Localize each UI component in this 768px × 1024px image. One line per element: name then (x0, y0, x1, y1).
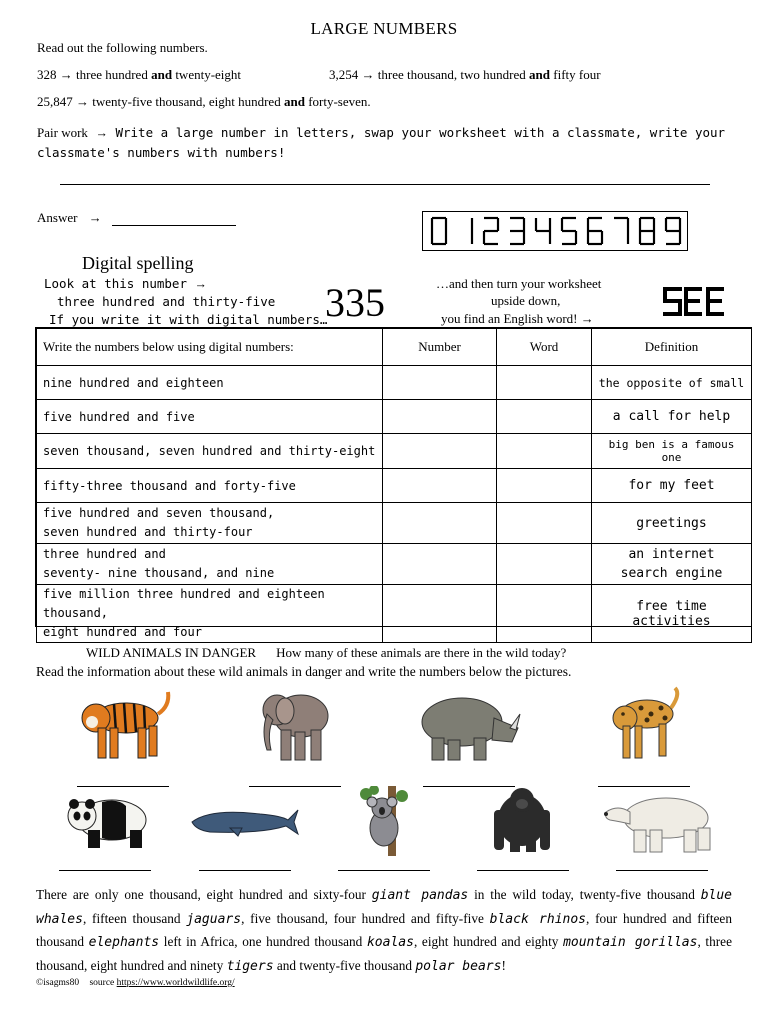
digit-8 (640, 218, 654, 244)
number-cell[interactable] (383, 585, 497, 643)
page-title: LARGE NUMBERS (310, 19, 458, 38)
word-cell[interactable] (497, 469, 592, 503)
elephant-image (255, 684, 335, 764)
header-number: Number (383, 329, 497, 366)
wild-instruction: Read the information about these wild animals in danger and write the numbers below the pictures. (36, 664, 572, 679)
turn-text: …and then turn your worksheet (436, 276, 602, 291)
writing-line (60, 184, 710, 185)
definition-cell: big ben is a famous one (592, 434, 752, 469)
gorilla-answer-line[interactable] (477, 870, 569, 871)
table-row (37, 503, 752, 544)
write-digital-text: If you write it with digital numbers… (49, 312, 328, 327)
example-number: 335 (325, 280, 385, 325)
number-cell[interactable] (383, 469, 497, 503)
table-row (37, 366, 752, 400)
animals-paragraph: There are only one thousand, eight hundred and sixty-four giant pandas in the wild today, twenty-five thousand blue whales, fifteen thousand jaguars, five thousand, four hundred and fifty-five black rhinos, four hundred and fifteen thousand elephants left in Africa, one hundred thousand koalas, eight hundred and eighty mountain gorillas, three thousand, eight hundred and ninety tigers and twenty-five thousand polar bears! (36, 887, 732, 974)
digit-2 (484, 218, 498, 244)
digital-word-see (662, 286, 728, 318)
tiger-image (74, 684, 174, 764)
table-row (37, 434, 752, 469)
digit-4 (536, 218, 550, 244)
animal-name: koalas (366, 935, 414, 950)
animal-name: polar bears (415, 958, 502, 974)
table-row (37, 469, 752, 503)
word-cell[interactable] (497, 400, 592, 434)
digit-9 (666, 218, 680, 244)
header-instruction: Write the numbers below using digital numbers: (37, 329, 383, 366)
gorilla-image (486, 786, 558, 852)
number-cell[interactable] (383, 544, 497, 585)
number-cell[interactable] (383, 503, 497, 544)
answer-input-line[interactable] (112, 225, 236, 226)
header-word: Word (497, 329, 592, 366)
number-cell[interactable] (383, 366, 497, 400)
animal-name: jaguars (186, 911, 242, 927)
row-words: five million three hundred and eighteen thousand, eight hundred and four (37, 585, 383, 643)
row-words: three hundred and seventy- nine thousand, and nine (37, 544, 383, 585)
jaguar-answer-line[interactable] (598, 786, 690, 787)
definition-cell: greetings (592, 503, 752, 544)
row-words: seven thousand, seven hundred and thirty-eight (37, 434, 383, 469)
koala-image (358, 786, 410, 856)
number-in-words: three hundred and thirty-five (57, 294, 276, 309)
panda-answer-line[interactable] (59, 870, 151, 871)
polar-bear-answer-line[interactable] (616, 870, 708, 871)
example-2: 3,254 → three thousand, two hundred and fifty four (329, 67, 601, 82)
source-link[interactable]: https://www.worldwildlife.org/ (116, 978, 235, 988)
number-cell[interactable] (383, 400, 497, 434)
letter-s (665, 289, 680, 314)
word-cell[interactable] (497, 544, 592, 585)
digital-digits (423, 212, 687, 250)
look-text: Look at this number → (44, 276, 208, 291)
source-label: source (89, 978, 115, 988)
whale-image (190, 800, 300, 840)
definition-cell: the opposite of small (592, 366, 752, 400)
row-words: five hundred and five (37, 400, 383, 434)
table-row (37, 585, 752, 643)
header-definition: Definition (592, 329, 752, 366)
digit-6 (588, 218, 602, 244)
example-3: 25,847 → twenty-five thousand, eight hundred and forty-seven. (37, 94, 371, 109)
definition-cell: for my feet (592, 469, 752, 503)
credit: ©isagms80 (36, 978, 80, 988)
animal-name: blue whales (36, 888, 732, 927)
answer-label: Answer → (37, 210, 102, 225)
digit-7 (614, 218, 628, 244)
row-words: nine hundred and eighteen (37, 366, 383, 400)
polar-bear-image (600, 790, 720, 854)
animal-name: elephants (88, 935, 160, 950)
digit-0 (432, 218, 446, 244)
rhino-image (414, 684, 524, 764)
table-row (37, 400, 752, 434)
animal-name: black rhinos (489, 911, 586, 927)
footer (36, 978, 235, 988)
wild-heading: WILD ANIMALS IN DANGER How many of these animals are there in the wild today? (86, 645, 567, 660)
word-cell[interactable] (497, 366, 592, 400)
digital-spelling-heading: Digital spelling (82, 253, 194, 273)
word-cell[interactable] (497, 434, 592, 469)
word-cell[interactable] (497, 585, 592, 643)
number-cell[interactable] (383, 434, 497, 469)
koala-answer-line[interactable] (338, 870, 430, 871)
row-words: fifty-three thousand and forty-five (37, 469, 383, 503)
table-row (37, 544, 752, 585)
example-1: 328 → three hundred and twenty-eight (37, 67, 242, 82)
upside-down-text: upside down, (491, 293, 561, 308)
animal-name: tigers (226, 958, 274, 974)
digital-digits-box (422, 211, 688, 251)
animal-name: mountain gorillas (563, 935, 698, 950)
elephant-answer-line[interactable] (249, 786, 341, 787)
intro-text: Read out the following numbers. (37, 40, 208, 55)
definition-cell: free time activities (592, 585, 752, 643)
panda-image (62, 790, 152, 852)
table-header-row (37, 329, 752, 366)
english-word-text: you find an English word! → (441, 311, 594, 326)
pairwork-text: Pair work → Write a large number in letters, swap your worksheet with a classmate, write your classmate's numbers with numbers! (37, 125, 726, 160)
definition-cell: an internet search engine (592, 544, 752, 585)
whale-answer-line[interactable] (199, 870, 291, 871)
word-cell[interactable] (497, 503, 592, 544)
digit-3 (510, 218, 524, 244)
animal-name: giant pandas (371, 888, 469, 903)
definition-cell: a call for help (592, 400, 752, 434)
digit-5 (562, 218, 576, 244)
jaguar-image (603, 684, 683, 764)
tiger-answer-line[interactable] (77, 786, 169, 787)
row-words: five hundred and seven thousand, seven hundred and thirty-four (37, 503, 383, 544)
numbers-table (36, 328, 752, 643)
